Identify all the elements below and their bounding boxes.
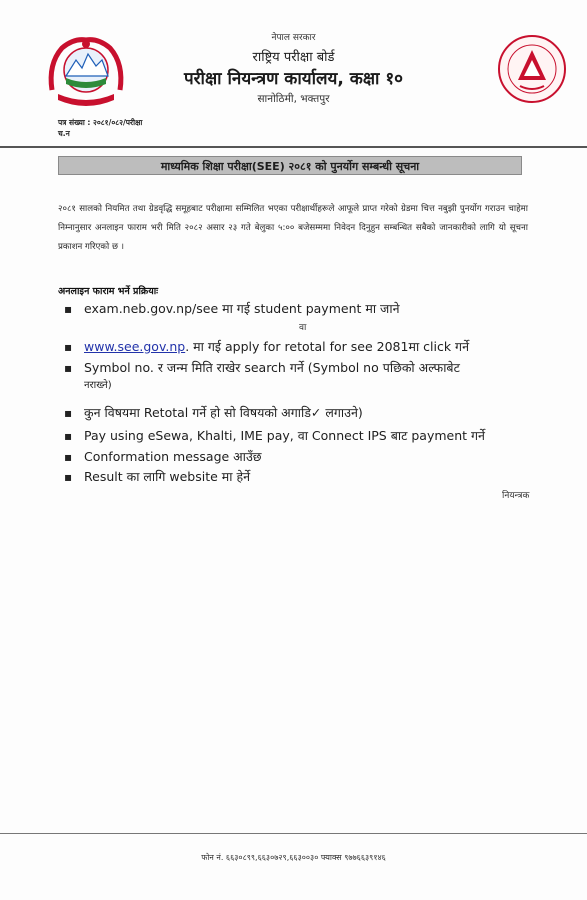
list-item [64, 359, 460, 394]
office-name: परीक्षा नियन्त्रण कार्यालय, कक्षा १० [183, 69, 404, 89]
signatory-title: नियन्त्रक [502, 491, 530, 501]
letter-number: पत्र संख्या : २०८१/०८२/परीक्षा [58, 118, 143, 127]
step-text: . मा गई apply for retotal for see 2081मा click गर्ने [185, 339, 470, 354]
contact-footer: फोन नं. ६६३०८९९,६६३०७२९,६६३००३० फ्याक्स ९७७६६३९१४६ [201, 853, 386, 862]
footer-divider [0, 833, 587, 834]
step-text: Symbol no. र जन्म मिति राखेर search गर्ने (Symbol no पछिको अल्फाबेट [84, 360, 460, 375]
step-text-continued: नराख्ने) [84, 380, 112, 391]
see-website-link[interactable]: www.see.gov.np [84, 339, 186, 354]
list-item [64, 448, 262, 466]
office-address: सानोठिमी, भक्तपुर [257, 93, 330, 105]
notice-title: माध्यमिक शिक्षा परीक्षा(SEE) २०८१ को पुनर्योग सम्बन्धी सूचना [58, 156, 522, 175]
step-text: exam.neb.gov.np/see मा गई student payment मा जाने [84, 301, 400, 316]
procedure-heading: अनलाइन फाराम भर्ने प्रक्रियाः [58, 286, 159, 297]
step-text: Result का लागि website मा हेर्ने [84, 469, 251, 484]
government-name: नेपाल सरकार [271, 33, 316, 43]
list-item [64, 427, 485, 445]
or-separator: वा [299, 323, 307, 333]
step-text: Pay using eSewa, Khalti, IME pay, वा Connect IPS बाट payment गर्ने [84, 428, 485, 443]
header-divider [0, 146, 587, 148]
step-text: कुन विषयमा Retotal गर्ने हो सो विषयको अगाडि✓ लगाउने) [84, 405, 363, 420]
step-text: Conformation message आउँछ [84, 449, 262, 464]
dispatch-number: च.न [58, 129, 70, 139]
board-name: राष्ट्रिय परीक्षा बोर्ड [252, 50, 335, 65]
reference-block [58, 117, 142, 140]
notice-body: २०८१ सालको नियमित तथा ग्रेडवृद्धि समूहबाट परीक्षामा सम्मिलित भएका परीक्षार्थीहरूले आफूले प्राप्त गरेको ग्रेडमा चित्त नबुझी पुनर्योग गराउन चाहेमा निम्नानुसार अनलाइन फाराम भरी मिति २०८२ असार २३ गते बेलुका ५:०० बजेसम्ममा निवेदन दिनुहुन सम्बन्धित सबैको जानकारीको लागि यो सूचना प्रकाशन गरिएको छ । [58, 204, 528, 252]
list-item [64, 404, 363, 422]
list-item [64, 300, 400, 318]
list-item [64, 338, 469, 356]
list-item [64, 468, 250, 486]
